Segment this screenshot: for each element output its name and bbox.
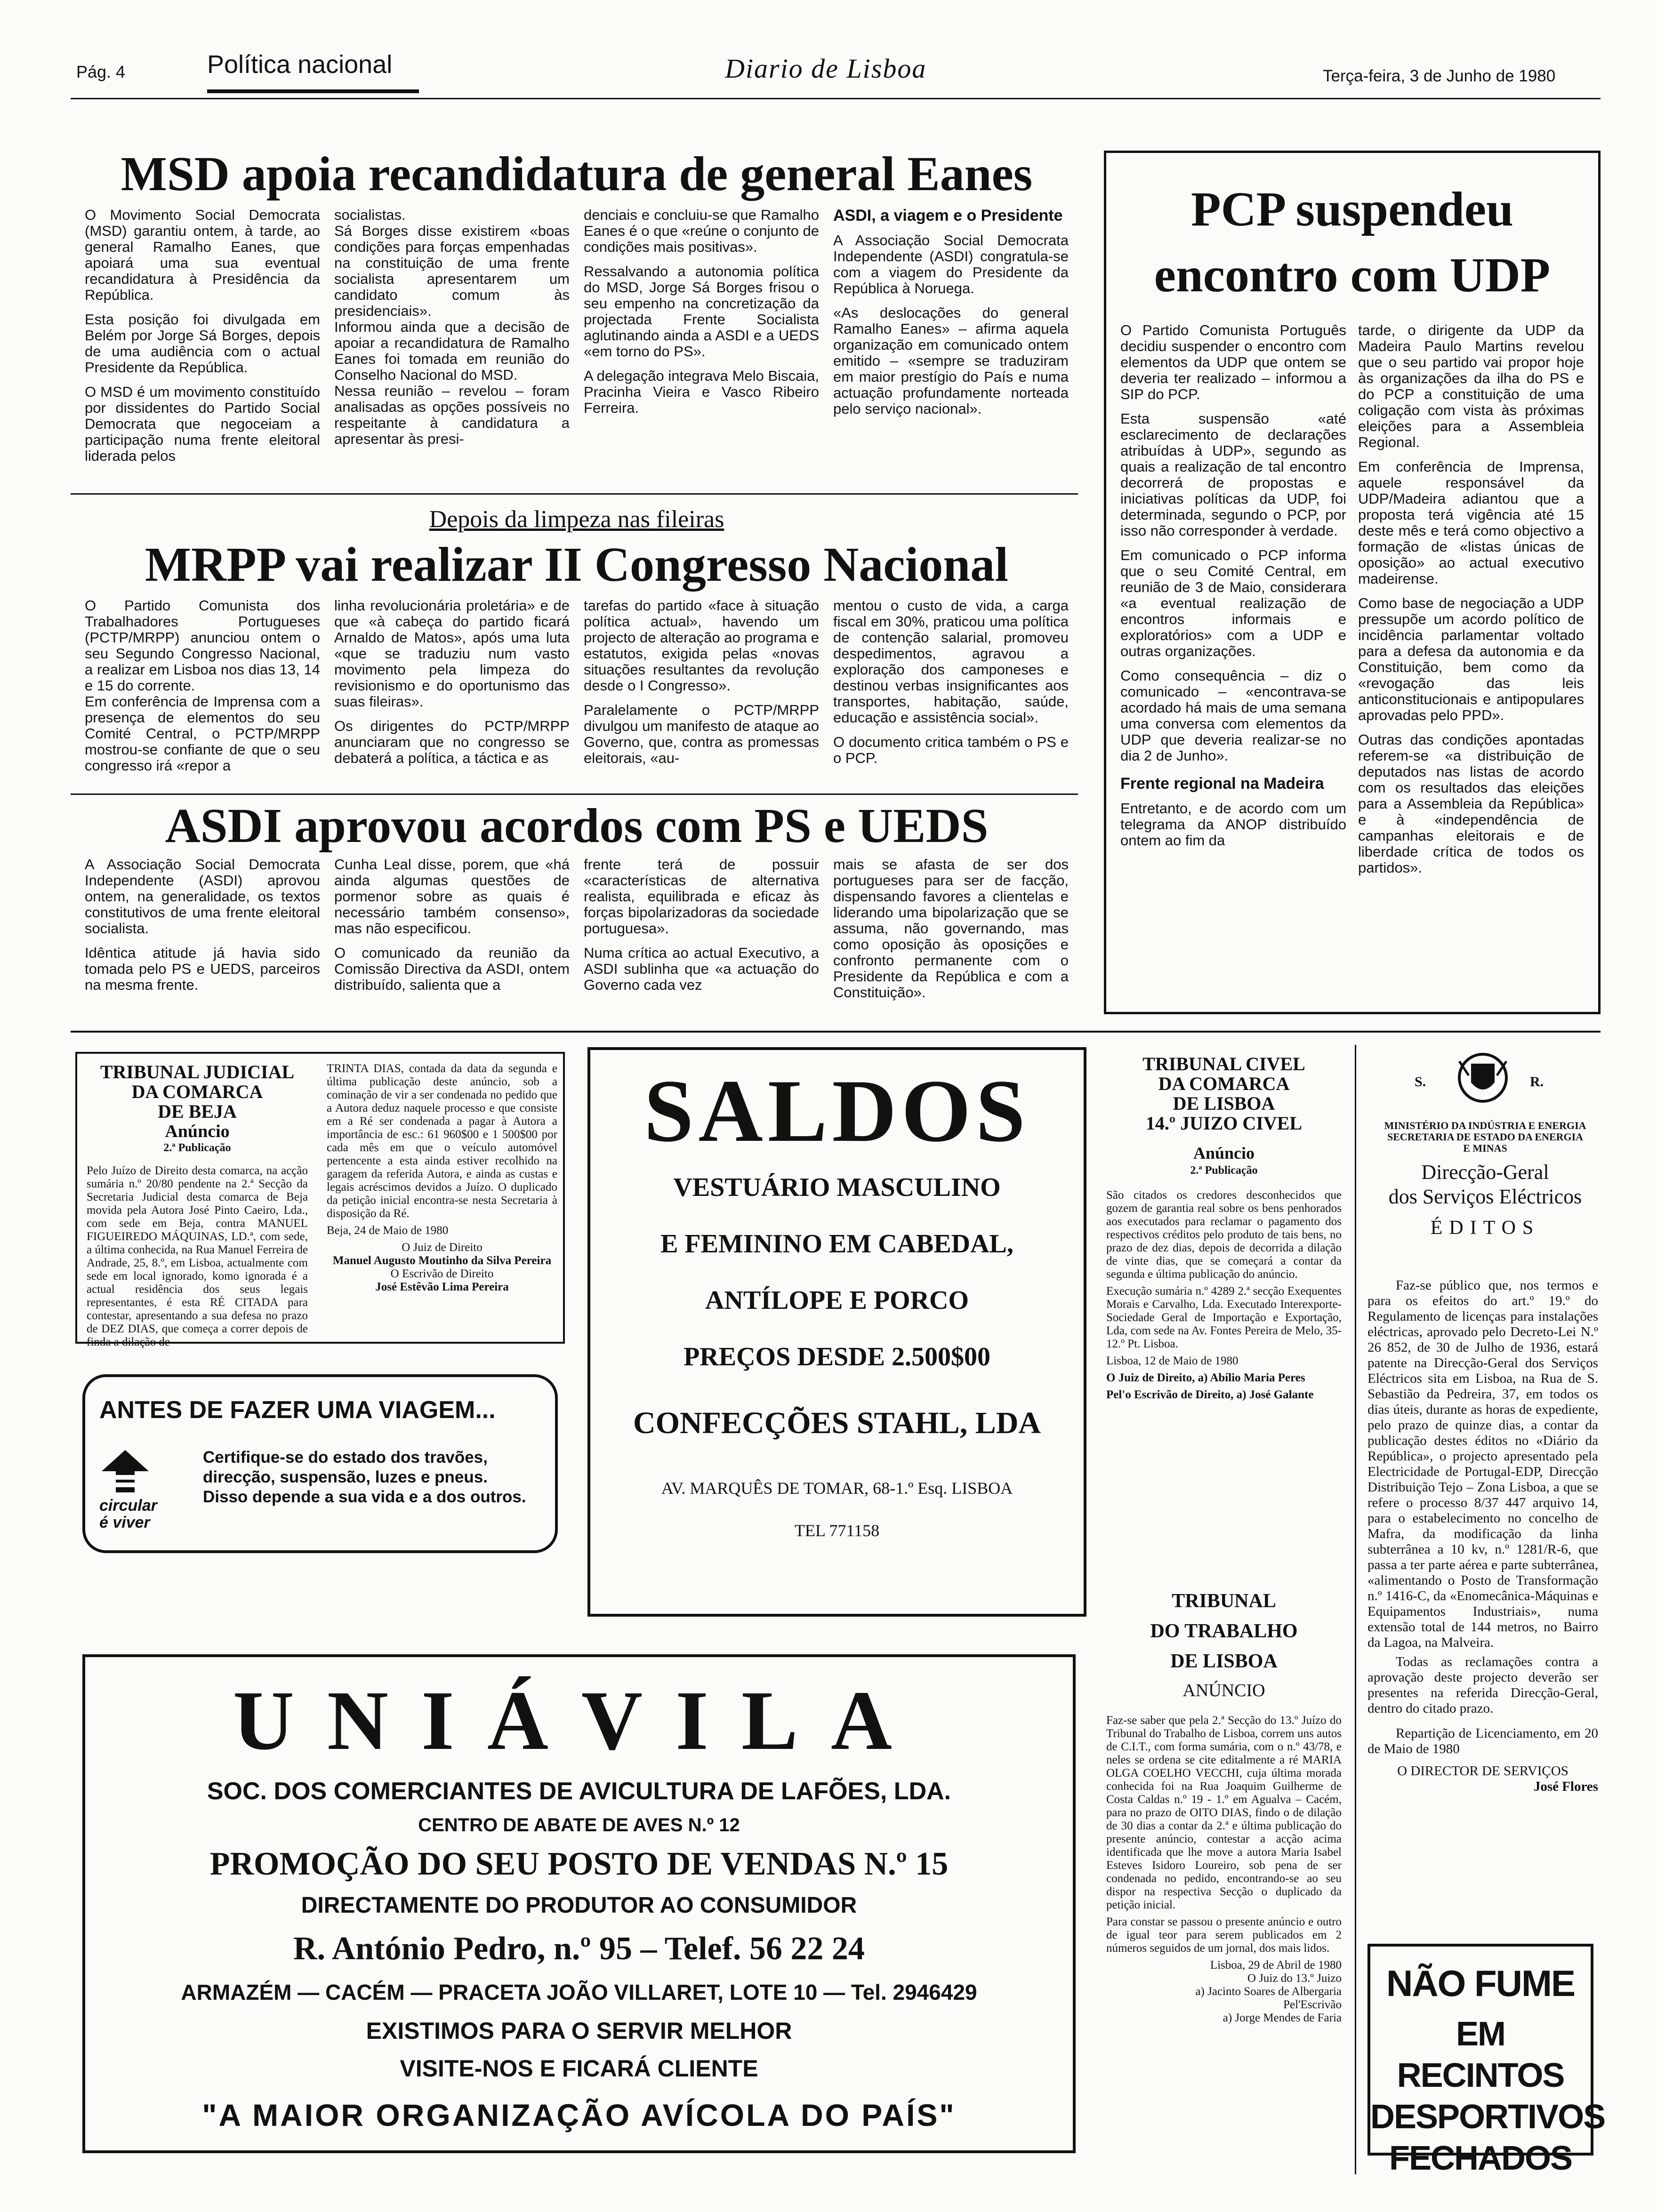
signature-line: José Flores — [1533, 1779, 1598, 1794]
paragraph: Informou ainda que a decisão de apoiar a recandidatura de Ramalho Eanes foi tomada em reunião do Conselho Nacional do MSD. — [334, 319, 570, 383]
saldos-line-1: VESTUÁRIO MASCULINO — [673, 1173, 1001, 1202]
masthead: Diario de Lisboa — [725, 53, 927, 84]
msd-col-4 — [833, 207, 1069, 425]
beja-date: Beja, 24 de Maio de 1980 — [327, 1224, 449, 1237]
saldos-line-4: PREÇOS DESDE 2.500$00 — [684, 1342, 990, 1371]
uniavila-ad — [82, 1654, 1076, 2153]
paragraph: mentou o custo de vida, a carga fiscal em 30%, praticou uma política de contenção salarial, promoveu despedimentos, agravou a exploração dos camponeses e destinou verbas insignificantes aos transportes, habitação, saúde, educação e assistência social». — [833, 597, 1069, 726]
paragraph: tarde, o dirigente da UDP da Madeira Paulo Martins revelou que o seu partido vai propor hoje às organizações da ilha do PS e do PCP a constituição de uma coligação com vista às próximas eleições para a Assembleia Regional. — [1358, 322, 1584, 450]
mrpp-col-2 — [334, 598, 570, 775]
signature-line: O DIRECTOR DE SERVIÇOS — [1397, 1763, 1569, 1779]
paragraph: Ressalvando a autonomia política do MSD, Jorge Sá Borges frisou o seu empenho na concretização da projectada Frente Socialista aglutinando ainda a ASDI e a UEDS «em torno do PS». — [584, 263, 819, 360]
no-smoking-line-4: FECHADOS — [1389, 2140, 1572, 2177]
beja-heading — [87, 1062, 308, 1154]
beja-title-3: DE BEJA — [158, 1101, 237, 1122]
paragraph: O Partido Comunista Português decidiu suspender o encontro com elementos da UDP que ontem se deveria ter realizado – informou a SIP do PCP. — [1120, 322, 1346, 402]
saldos-ad — [587, 1047, 1086, 1617]
beja-title-2: DA COMARCA — [131, 1081, 263, 1102]
paragraph: Faz-se saber que pela 2.ª Secção do 13.º Juízo do Tribunal do Trabalho de Lisboa, correm uns autos de C.I.T., com forma sumária, com o n.º 43/78, e neles se ordena se cite editalmente a ré MARIA OLGA COELHO VECCHI, cuja última morada conhecida foi na Rua Joaquim Guilherme de Costa Caldas n.º 19 - 1.º em Agualva – Cacém, para no prazo de OITO DIAS, findo o de dilação de 30 dias a contar da 2.ª e última publicação do presente anúncio, contestar a acção acima identificada que lhe move a autora Maria Isabel Esteves Isidoro Loureiro, sob pena de ser condenada no pedido, encontrando-se ao seu dispor na respectiva Secção o duplicado da petição inicial. — [1106, 1714, 1342, 1911]
civel-title-1: TRIBUNAL CIVEL — [1142, 1053, 1305, 1074]
paragraph: mais se afasta de ser dos portugueses para ser de facção, dispensando favores a clientelas e liderando uma bipolarização que se assuma, não governando, mas como oposição às oposições e confronto permanente com o Presidente da República e com a Constituição». — [833, 856, 1069, 1001]
no-smoking-line-3: DESPORTIVOS — [1370, 2098, 1605, 2136]
civel-title-4: 14.º JUIZO CIVEL — [1145, 1113, 1303, 1134]
civel-title-5: Anúncio — [1193, 1144, 1255, 1162]
paragraph: O documento critica também o PS e o PCP. — [833, 734, 1069, 766]
paragraph: Execução sumária n.º 4289 2.ª secção Exequentes Morais e Carvalho, Lda. Executado Interexporte-Sociedade Geral de Importação e Exportação, Lda, com sede na Av. Fontes Pereira de Melo, 35-12.º Pt. Lisboa. — [1106, 1285, 1342, 1350]
trabalho-heading — [1106, 1586, 1342, 1705]
mrpp-article — [66, 499, 1087, 795]
paragraph: Como consequência – diz o comunicado – «encontrava-se acordado há mais de uma semana uma conversa com elementos da UDP que deveria realizar-se no dia 2 de Junho». — [1120, 667, 1346, 764]
pcp-col-1 — [1120, 322, 1346, 857]
msd-col-1 — [85, 207, 320, 473]
paragraph: O MSD é um movimento constituído por dissidentes do Partido Social Democrata que negoceiam a participação numa frente eleitoral liderada pelos — [85, 384, 320, 464]
logo-text-2: é viver — [99, 1514, 150, 1531]
signature-line: O Escrivão de Direito — [390, 1267, 494, 1280]
saldos-line-2: E FEMININO EM CABEDAL, — [660, 1229, 1014, 1258]
civel-signature-1: O Juiz de Direito, a) Abílio Maria Peres — [1106, 1371, 1305, 1384]
divider — [71, 1031, 1601, 1033]
road-safety-title: ANTES DE FAZER UMA VIAGEM... — [99, 1396, 496, 1424]
mrpp-headline: MRPP vai realizar II Congresso Nacional — [145, 537, 1009, 592]
paragraph: Em conferência de Imprensa com a presença de elementos do seu Comité Central, o PCTP/MRPP mostrou-se confiante de que o seu congresso irá «repor a — [85, 693, 320, 774]
paragraph: O Movimento Social Democrata (MSD) garantiu ontem, à tarde, ao general Ramalho Eanes, que apoiará uma sua eventual recandidatura à Presidência da República. — [85, 207, 320, 303]
trabalho-title-2: DO TRABALHO — [1150, 1620, 1298, 1642]
beja-text-col2 — [327, 1062, 557, 1294]
tribunal-beja-notice — [75, 1052, 565, 1348]
paragraph: Esta posição foi divulgada em Belém por Jorge Sá Borges, depois de uma audiência com o actual Presidente da República. — [85, 311, 320, 376]
asdi-col-4 — [833, 857, 1069, 1009]
no-smoking-line-2: EM RECINTOS — [1397, 2015, 1564, 2094]
paragraph: Nessa reunião – revelou – foram analisadas as opções possíveis no respeitante à candidatura a apresentar às presi- — [334, 383, 570, 447]
paragraph: frente terá de possuir «características de alternativa realista, equilibrada e eficaz às forças bipolarizadoras da sociedade portuguesa». — [584, 856, 819, 937]
ministry-line: MINISTÉRIO DA INDÚSTRIA E ENERGIA — [1384, 1120, 1586, 1131]
asdi-article — [66, 798, 1087, 1033]
beja-title-1: TRIBUNAL JUDICIAL — [100, 1061, 295, 1082]
vertical-divider — [1355, 1045, 1356, 2174]
pcp-headline-line2: encontro com UDP — [1154, 248, 1551, 302]
uniavila-line-8: VISITE-NOS E FICARÁ CLIENTE — [400, 2055, 758, 2082]
uniavila-slogan: "A MAIOR ORGANIZAÇÃO AVÍCOLA DO PAÍS" — [202, 2098, 956, 2132]
paragraph: Sá Borges disse existirem «boas condições para forças empenhadas na constituição de uma frente socialista apresentarem um candidato comum às presidenciais». — [334, 223, 570, 319]
trabalho-signatures — [1106, 1959, 1342, 2025]
line: Certifique-se do estado dos travões, — [203, 1448, 488, 1467]
beja-text-col1 — [87, 1164, 308, 1353]
asdi-col-2 — [334, 857, 570, 1002]
signature-line: O Juiz do 13.º Juizo — [1247, 1972, 1342, 1985]
road-safety-body — [203, 1448, 551, 1507]
msd-article — [66, 136, 1087, 494]
divider — [71, 793, 1078, 795]
mrpp-col-4 — [833, 598, 1069, 775]
paragraph: Pelo Juízo de Direito desta comarca, na acção sumária n.º 20/80 pendente na 2.ª Secção da Secretaria Judicial desta comarca de Beja movida pela Autora José Pinto Caeiro, Lda., com sede em Beja, contra MANUEL FIGUEIREDO MÁQUINAS, LD.ª, com sede, a última conhecida, na Rua Manuel Ferreira de Andrade, 25, 8.º, em Lisboa, actualmente com sede em local ignorado, komo ignorada é a actual residência dos seus legais representantes, é esta RÉ CITADA para contestar, apresentando a sua defesa no prazo de DEZ DIAS, que começa a correr depois de finda a dilação de — [87, 1164, 308, 1348]
mrpp-col-1 — [85, 598, 320, 782]
ministry-line: SECRETARIA DE ESTADO DA ENERGIA — [1387, 1131, 1584, 1143]
paragraph: O Partido Comunista dos Trabalhadores Portugueses (PCTP/MRPP) anunciou ontem o seu Segundo Congresso Nacional, a realizar em Lisboa nos dias 13, 14 e 15 do corrente. — [85, 597, 320, 694]
saldos-line-3: ANTÍLOPE E PORCO — [705, 1286, 969, 1315]
section-title: Política nacional — [207, 50, 393, 79]
pcp-headline-line1: PCP suspendeu — [1191, 182, 1513, 236]
page-date: Terça-feira, 3 de Junho de 1980 — [1323, 67, 1556, 85]
saldos-title: SALDOS — [643, 1062, 1030, 1161]
civel-signature-2: Pel'o Escrivão de Direito, a) José Galante — [1106, 1388, 1314, 1401]
msd-headline: MSD apoia recandidatura de general Eanes — [121, 147, 1033, 201]
divider — [71, 493, 1078, 495]
paragraph: Numa crítica ao actual Executivo, a ASDI sublinha que «a actuação do Governo cada vez — [584, 945, 819, 993]
road-safety-icon — [99, 1448, 151, 1495]
signature-line: O Juiz de Direito — [402, 1241, 483, 1254]
asdi-col-1 — [85, 857, 320, 1002]
paragraph: «As deslocações do general Ramalho Eanes» – afirma aquela organização em comunicado ontem emitido – «sempre se traduziram em maior prestígio do País e numa actuação profundamente norteada pelo serviço nacional». — [833, 305, 1069, 417]
emblem-letter-r: R. — [1530, 1074, 1544, 1090]
road-safety-ad — [82, 1374, 558, 1553]
beja-signatures — [327, 1241, 557, 1294]
uniavila-line-1: SOC. DOS COMERCIANTES DE AVICULTURA DE LAFÕES, LDA. — [207, 1778, 951, 1805]
no-smoking-text — [1370, 1961, 1605, 2179]
trabalho-title-4: ANÚNCIO — [1182, 1681, 1265, 1700]
msd-col-2 — [334, 207, 570, 447]
civel-title-2: DA COMARCA — [1158, 1073, 1290, 1094]
uniavila-title: UNIÁVILA — [233, 1674, 925, 1767]
beja-publication: 2.ª Publicação — [163, 1142, 231, 1154]
signature-line: Pel'Escrivão — [1283, 1998, 1342, 2011]
editos-signature — [1367, 1763, 1598, 1795]
asdi-col-3 — [584, 857, 819, 1002]
civel-date: Lisboa, 12 de Maio de 1980 — [1106, 1354, 1239, 1367]
paragraph: Para constar se passou o presente anúncio e outro de igual teor para serem publicados em 2 números seguidos de um jornal, dos mais lidos. — [1106, 1915, 1342, 1955]
signature-line: José Estêvão Lima Pereira — [375, 1281, 509, 1293]
mrpp-col-3 — [584, 598, 819, 775]
directorate-line: dos Serviços Eléctricos — [1388, 1185, 1582, 1208]
uniavila-line-7: EXISTIMOS PARA O SERVIR MELHOR — [366, 2018, 792, 2044]
paragraph: Idêntica atitude já havia sido tomada pelo PS e UEDS, parceiros na mesma frente. — [85, 945, 320, 993]
signature-line: a) Jacinto Soares de Albergaria — [1195, 1985, 1342, 1998]
pcp-article-box — [1104, 151, 1601, 1014]
state-emblem — [1367, 1042, 1603, 1113]
paragraph: O comunicado da reunião da Comissão Directiva da ASDI, ontem distribuído, salienta que a — [334, 945, 570, 993]
tribunal-trabalho-notice — [1106, 1586, 1342, 2188]
beja-title-4: Anúncio — [165, 1122, 230, 1141]
signature-line: Manuel Augusto Moutinho da Silva Pereira — [332, 1254, 552, 1267]
editos-title: ÉDITOS — [1430, 1217, 1540, 1239]
saldos-address: AV. MARQUÊS DE TOMAR, 68-1.º Esq. LISBOA — [661, 1479, 1013, 1498]
tribunal-civel-notice — [1106, 1054, 1342, 1548]
trabalho-title-3: DE LISBOA — [1170, 1651, 1278, 1672]
saldos-phone: TEL 771158 — [794, 1521, 880, 1540]
paragraph: Os dirigentes do PCTP/MRPP anunciaram que no congresso se debaterá a política, a táctica e as — [334, 718, 570, 766]
section-underline — [207, 89, 419, 93]
paragraph: socialistas. — [334, 207, 406, 223]
ministerio-editos-notice — [1367, 1042, 1603, 1923]
paragraph: São citados os credores desconhecidos que gozem de garantia real sobre os bens penhorados aos executados para reclamar o pagamento dos respectivos créditos pelo produto de tais bens, no prazo de dez dias, depois de decorrida a dilação de vinte dias, que se começará a contar da segunda e última publicação do anúncio. — [1106, 1189, 1342, 1281]
no-smoking-ad — [1367, 1944, 1605, 2177]
paragraph: Esta suspensão «até esclarecimento de declarações atribuídas à UDP», segundo as quais a realização de tal encontro decorrerá de propostas e iniciativas políticas da UDP, foi determinada, segundo o PCP, por isso não corresponder à verdade. — [1120, 410, 1346, 539]
paragraph: Outras das condições apontadas referem-se «a distribuição de deputados nas listas de acordo com os resultados das eleições para a Assembleia da República» e à «independência de campanhas eleitorais e de liberdade crítica de todos os partidos». — [1358, 731, 1584, 876]
line: direcção, suspensão, luzes e pneus. — [203, 1468, 488, 1486]
emblem-letter-s: S. — [1415, 1074, 1426, 1090]
paragraph: TRINTA DIAS, contada da data da segunda e última publicação deste anúncio, sob a cominação de vir a ser condenada no pedido que a Autora deduz naquele processo e que consiste em a Ré ser condenada a pagar à Autora a importância de esc.: 61 960$00 e 1 500$00 por cada mês em que o veículo automóvel pertencente a esta ainda estiver recolhido na garagem da referida Autora, e ainda as custas e legais acréscimos devidos a Juízo. O duplicado da petição inicial encontra-se nesta Secretaria à disposição da Ré. — [327, 1062, 557, 1220]
paragraph: Entretanto, e de acordo com um telegrama da ANOP distribuído ontem ao fim da — [1120, 800, 1346, 849]
page-header — [0, 0, 1657, 104]
signature-line: a) Jorge Mendes de Faria — [1223, 2012, 1342, 2024]
paragraph: linha revolucionária proletária» e de que «à cabeça do partido ficará Arnaldo de Matos», após uma luta «que se traduziu num vasto movimento pela limpeza do revisionismo e do oportunismo das suas fileiras». — [334, 597, 570, 710]
uniavila-line-4: DIRECTAMENTE DO PRODUTOR AO CONSUMIDOR — [301, 1893, 857, 1918]
civel-publication: 2.ª Publicação — [1190, 1164, 1258, 1177]
line: Disso depende a sua vida e a dos outros. — [203, 1488, 526, 1506]
paragraph: A delegação integrava Melo Biscaia, Pracinha Vieira e Vasco Ribeiro Ferreira. — [584, 368, 819, 416]
uniavila-line-3: PROMOÇÃO DO SEU POSTO DE VENDAS N.º 15 — [209, 1846, 949, 1882]
paragraph: Paralelamente o PCTP/MRPP divulgou um manifesto de ataque ao Governo, que, contra as promessas eleitorais, «au- — [584, 702, 819, 766]
no-smoking-line-1: NÃO FUME — [1386, 1963, 1575, 2004]
uniavila-line-2: CENTRO DE ABATE DE AVES N.º 12 — [418, 1815, 740, 1835]
msd-subheading: ASDI, a viagem e o Presidente — [833, 207, 1063, 224]
coat-of-arms-icon — [1450, 1047, 1516, 1108]
paragraph: Cunha Leal disse, porem, que «há ainda algumas questões de pormenor sobre as quais é necessário também consenso», mas não especificou. — [334, 856, 570, 937]
circular-logo — [99, 1448, 175, 1537]
logo-text-1: circular — [99, 1497, 157, 1515]
mrpp-kicker: Depois da limpeza nas fileiras — [429, 506, 724, 533]
civel-heading — [1106, 1054, 1342, 1178]
trabalho-title-1: TRIBUNAL — [1172, 1590, 1276, 1612]
paragraph: tarefas do partido «face à situação política actual», havendo um projecto de alteração ao programa e estatutos, exigida pelas «novas situações resultantes da revolução desde o I Congresso». — [584, 597, 819, 694]
uniavila-line-5: R. António Pedro, n.º 95 – Telef. 56 22 24 — [293, 1931, 865, 1967]
paragraph: Todas as reclamações contra a aprovação deste projecto deverão ser presentes na referida Direcção-Geral, dentro do citado prazo. — [1367, 1654, 1598, 1716]
paragraph: Em comunicado o PCP informa que o seu Comité Central, em reunião de 3 de Maio, considerara «a eventual realização de encontros informais e exploratórios» com a UDP e outras organizações. — [1120, 547, 1346, 659]
editos-body — [1367, 1278, 1598, 1795]
ministry-names — [1367, 1120, 1603, 1154]
paragraph: Em conferência de Imprensa, aquele responsável da UDP/Madeira adiantou que a proposta terá vigência até 15 deste mês e terá como objectivo a formação de «listas únicas de oposição» ao actual executivo madeirense. — [1358, 458, 1584, 587]
trabalho-date: Lisboa, 29 de Abril de 1980 — [1210, 1959, 1342, 1972]
page-number: Pág. 4 — [76, 62, 126, 81]
directorate-line: Direcção-Geral — [1421, 1161, 1549, 1184]
paragraph: Faz-se público que, nos termos e para os efeitos do art.º 19.º do Regulamento de licenças para instalações eléctricas, aprovado pelo Decreto-Lei N.º 26 852, de 30 de Julho de 1936, estará patente na Direcção-Geral dos Serviços Eléctricos sita em Lisboa, na Rua de S. Sebastião da Pedreira, 37, em todos os dias úteis, durante as horas de expediente, pelo prazo de quinze dias, a contar da publicação destes éditos no «Diário da República», o projecto apresentado pela Electricidade de Portugal-EDP, Direcção Distribuição Tejo – Zona Lisboa, a que se refere o processo 8/37 447 arquivo 14, para o estabelecimento no concelho de Mafra, da modificação da linha subterrânea a 10 kv, n.º 1281/R-6, que passa a ter parte aérea e parte subterrânea, «alimentando o Posto de Transformação n.º 1416-C, da «Enomecânica-Máquinas e Equipamentos Industriais», numa extensão total de 144 metros, no Bairro da Lagoa, na Malveira. — [1367, 1278, 1598, 1650]
directorate-title — [1367, 1160, 1603, 1240]
pcp-subheading: Frente regional na Madeira — [1120, 775, 1324, 793]
asdi-headline: ASDI aprovou acordos com PS e UEDS — [165, 799, 989, 853]
paragraph: A Associação Social Democrata Independente (ASDI) congratula-se com a viagem do Presidente da República à Noruega. — [833, 232, 1069, 297]
pcp-col-2 — [1358, 322, 1584, 884]
saldos-company: CONFECÇÕES STAHL, LDA — [633, 1406, 1041, 1440]
paragraph: A Associação Social Democrata Independente (ASDI) aprovou ontem, na generalidade, os textos constitutivos de uma frente eleitoral socialista. — [85, 856, 320, 937]
header-rule — [71, 98, 1601, 99]
msd-col-3 — [584, 207, 819, 425]
paragraph: denciais e concluiu-se que Ramalho Eanes é o que «reúne o conjunto de condições mais positivas». — [584, 207, 819, 255]
ministry-line: E MINAS — [1463, 1142, 1507, 1154]
paragraph: Repartição de Licenciamento, em 20 de Maio de 1980 — [1367, 1726, 1598, 1756]
civel-title-3: DE LISBOA — [1173, 1093, 1275, 1114]
paragraph: Como base de negociação a UDP pressupõe um acordo político de incidência parlamentar voltado para a defesa da autonomia e da Constituição, bem como da «revogação das leis anticonstitucionais e antipopulares aprovadas pelo PPD». — [1358, 595, 1584, 723]
uniavila-line-6: ARMAZÉM — CACÉM — PRACETA JOÃO VILLARET, LOTE 10 — Tel. 2946429 — [181, 1980, 977, 2004]
